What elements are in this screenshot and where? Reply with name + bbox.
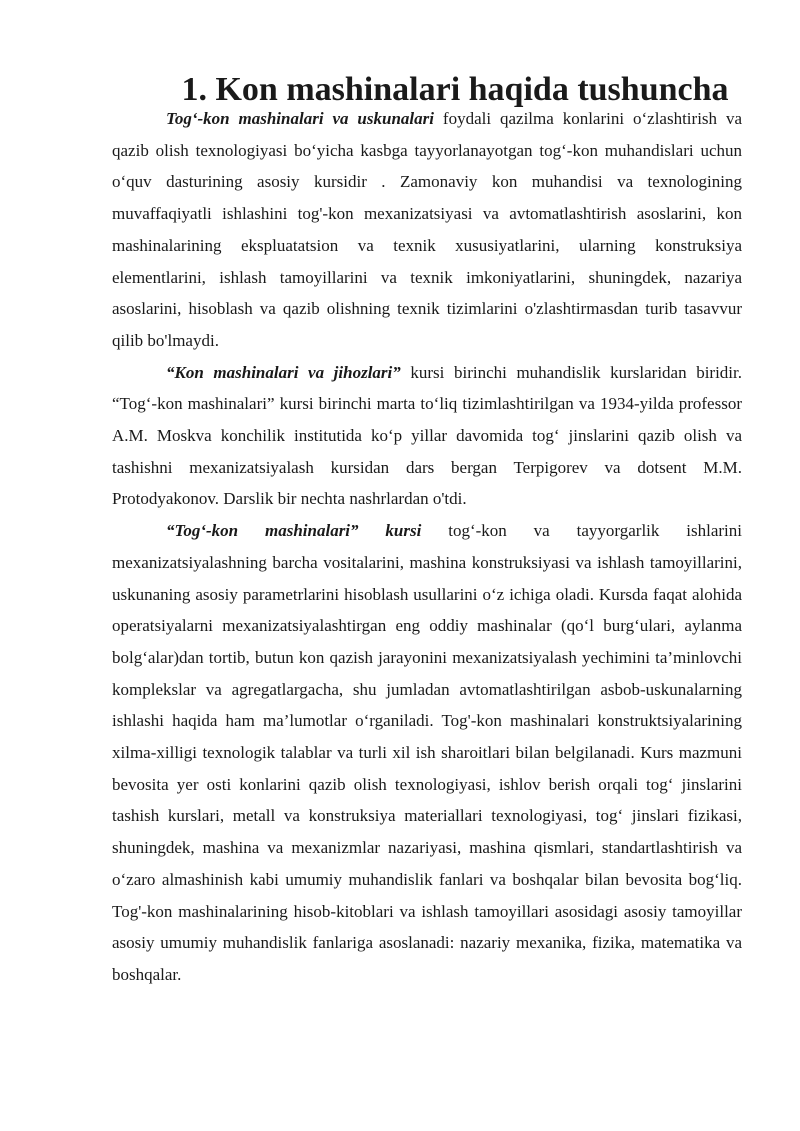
paragraph-3-lead: “Tog‘-kon mashinalari” kursi (166, 521, 422, 541)
paragraph-2 (112, 357, 742, 516)
section-title: 1. Kon mashinalari haqida tushuncha (181, 71, 729, 108)
document-body (112, 71, 742, 991)
paragraph-1 (112, 103, 742, 357)
paragraph-2-text: kursi birinchi muhandislik kurslaridan biridir. “Tog‘-kon mashinalari” kursi birinchi marta to‘liq tizimlashtirilgan va 1934-yilda professor A.M. Moskva konchilik institutida ko‘p yillar davomida tog‘ jinslarini qazib olish va tashishni mexanizatsiyalash kursidan dars bergan Terpigorev va dotsent M.M. Protodyakonov. Darslik bir nechta nashrlardan o'tdi. (112, 362, 742, 509)
paragraph-3-text: tog‘-kon va tayyorgarlik ishlarini mexanizatsiyalashning barcha vositalarini, mashina konstruksiyasi va ishlash tamoyillarini, uskunaning asosiy parametrlarini hisoblash usullarini o‘z ichiga oladi. Kursda faqat alohida operatsiyalarni mexanizatsiyalashtirgan eng oddiy mashinalar (qo‘l burg‘ulari, aylanma bolg‘alar)dan tortib, butun kon qazish jarayonini mexanizatsiyalash yechimini ta’minlovchi komplekslar va agregatlargacha, shu jumladan avtomatlashtirilgan asbob-uskunalarning ishlashi haqida ham ma’lumotlar o‘rganiladi. Tog'-kon mashinalari konstruktsiyalarining xilma-xilligi texnologik talablar va turli xil ish sharoitlari bilan belgilanadi. Kurs mazmuni bevosita yer osti konlarini qazib olish texnologiyasi, ishlov berish orqali tog‘ jinslarini tashish kurslari, metall va konstruksiya materiallari texnologiyasi, tog‘ jinslari fizikasi, shuningdek, mashina va mexanizmlar nazariyasi, mashina qismlari, standartlashtirish va o‘zaro almashinish kabi umumiy muhandislik fanlari va boshqalar bilan bevosita bog‘liq. Tog'-kon mashinalarining hisob-kitoblari va ishlash tamoyillari asosidagi asosiy tamoyillar asosiy umumiy muhandislik fanlariga asoslanadi: nazariy mexanika, fizika, matematika va boshqalar. (112, 521, 742, 984)
paragraph-3 (112, 515, 742, 991)
paragraph-2-lead: “Kon mashinalari va jihozlari” (166, 362, 401, 382)
paragraph-1-lead: Tog‘-kon mashinalari va uskunalari (166, 109, 434, 128)
paragraph-1-text: foydali qazilma konlarini o‘zlashtirish va qazib olish texnologiyasi bo‘yicha kasbga tayyorlanayotgan tog‘-kon muhandislari uchun o‘quv dasturining asosiy kursidir . Zamonaviy kon muhandisi va texnologining muvaffaqiyatli ishlashini tog'-kon mexanizatsiyasi va avtomatlashtirish asoslarini, kon mashinalarining ekspluatatsion va texnik xususiyatlarini, ularning konstruksiya elementlarini, ishlash tamoyillarini va texnik imkoniyatlarini, shuningdek, nazariya asoslarini, hisoblash va qazib olishning texnik tizimlarini o'zlashtirmasdan turib tasavvur qilib bo'lmaydi. (112, 109, 742, 350)
